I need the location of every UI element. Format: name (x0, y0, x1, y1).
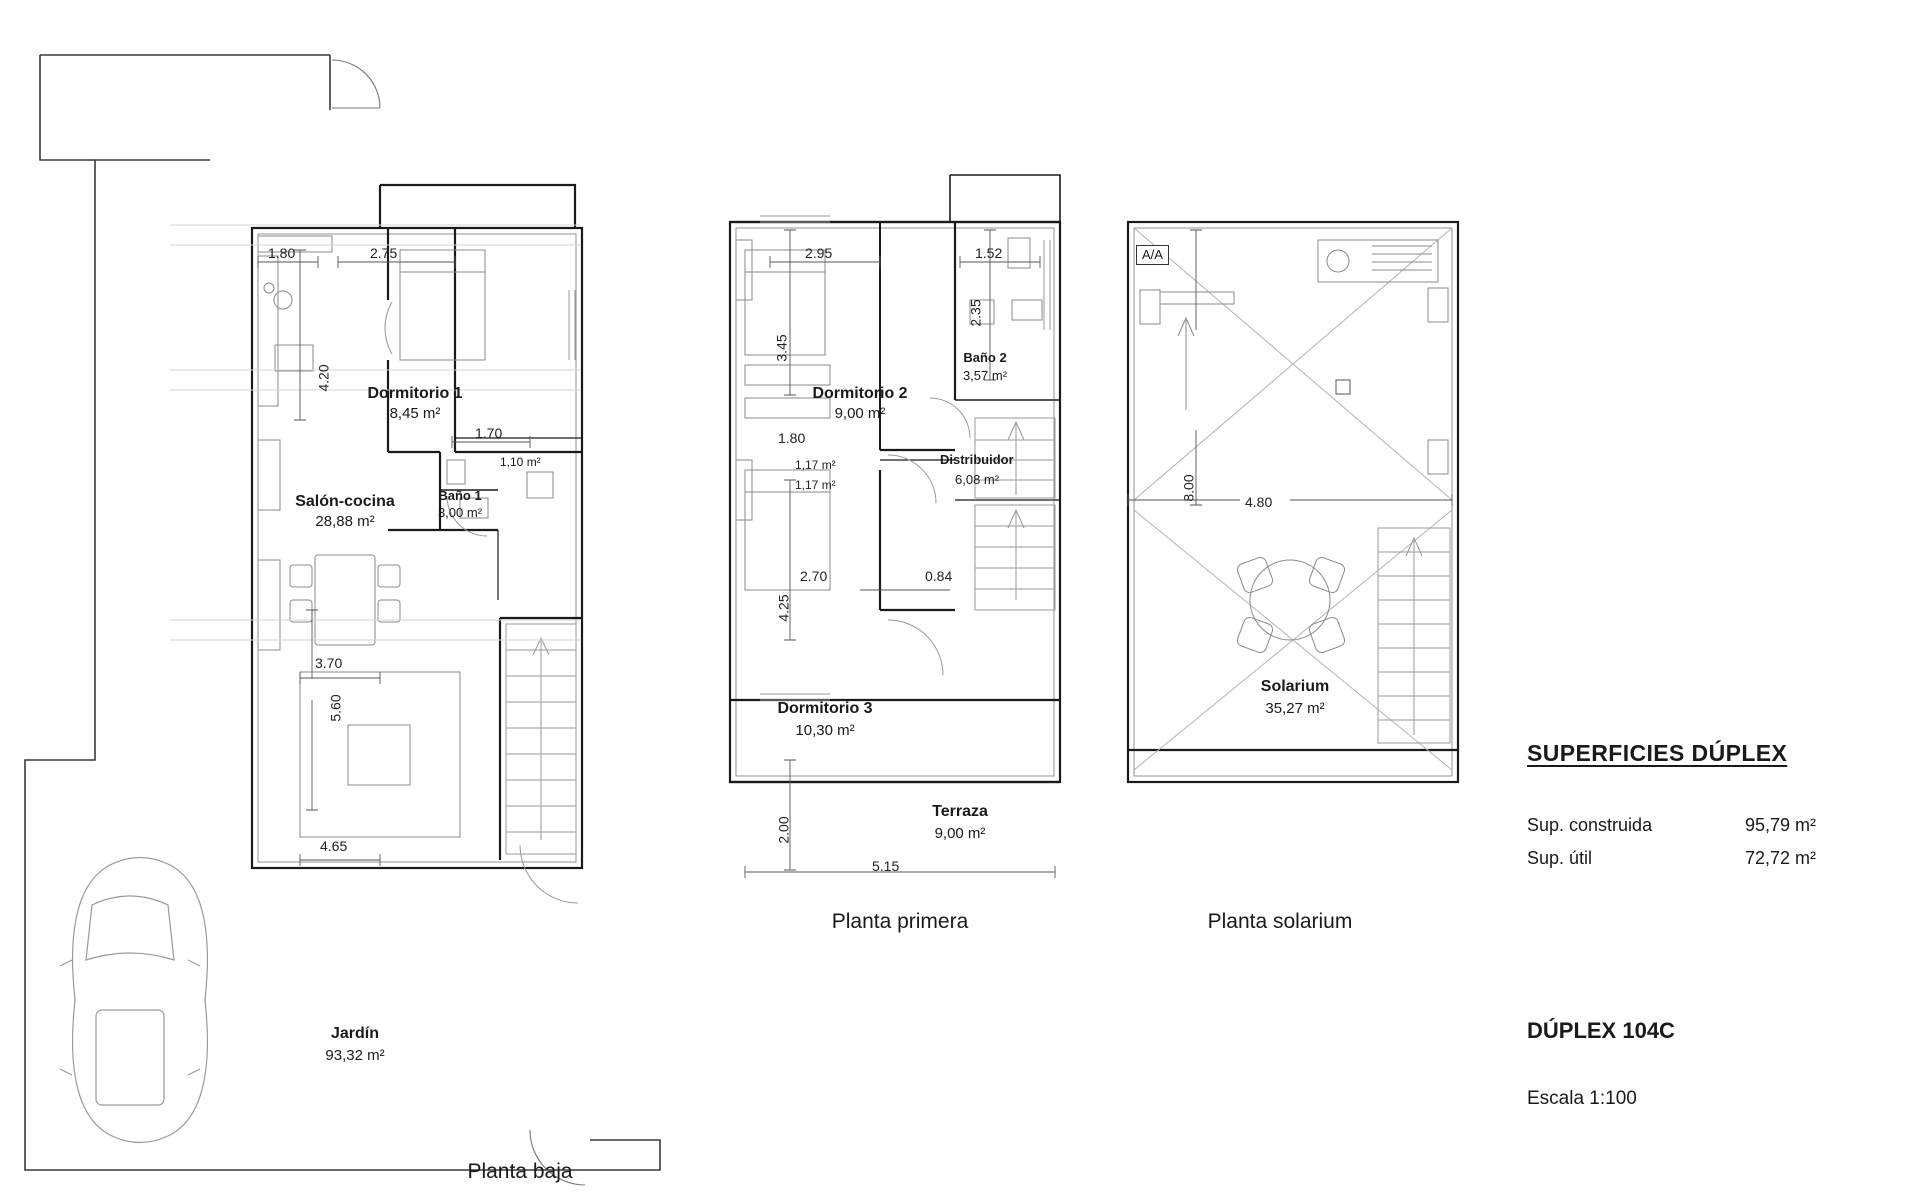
sidebar-heading-text: SUPERFICIES DÚPLEX (1527, 740, 1788, 766)
room-label-bano-1: Baño 1 (438, 488, 482, 503)
sup-util-label: Sup. útil (1527, 848, 1593, 868)
dim-primera-11: 2.00 (775, 816, 792, 844)
room-area-closet-baja: 1,10 m² (500, 455, 541, 469)
sup-construida-label: Sup. construida (1527, 815, 1653, 835)
dim-primera-1: 2.95 (805, 245, 833, 261)
floor-title-planta-primera: Planta primera (831, 910, 969, 933)
dim-baja-2: 2.75 (370, 245, 398, 261)
dim-baja-4: 1.70 (475, 425, 503, 441)
dim-solarium-2: 4.80 (1245, 494, 1273, 510)
dim-baja-3: 4.20 (315, 364, 332, 392)
room-label-jardin: Jardín (330, 1025, 379, 1042)
floor-title-planta-solarium: Planta solarium (1207, 910, 1353, 933)
dimension-lines-solarium (1128, 230, 1452, 506)
dim-primera-7: 1,17 m² (795, 478, 836, 492)
room-area-dormitorio-2: 9,00 m² (834, 405, 886, 422)
dim-primera-5: 1.80 (778, 430, 806, 446)
room-area-dormitorio-3: 10,30 m² (795, 722, 855, 739)
room-area-bano-1: 3,00 m² (437, 505, 483, 520)
dim-baja-1: 1.80 (268, 245, 296, 261)
room-label-terraza: Terraza (932, 803, 988, 820)
room-area-dormitorio-1: 8,45 m² (389, 405, 441, 422)
room-label-solarium: Solarium (1260, 678, 1330, 695)
dim-primera-2: 1.52 (975, 245, 1003, 261)
room-label-bano-2: Baño 2 (963, 350, 1007, 365)
room-area-solarium: 35,27 m² (1265, 700, 1325, 717)
room-label-salon-cocina: Salón-cocina (295, 493, 395, 510)
furniture-planta-baja (258, 236, 578, 903)
dim-baja-7: 4.65 (320, 838, 348, 854)
dim-primera-12: 5.15 (872, 858, 900, 874)
sidebar-heading (1527, 740, 1787, 767)
dim-primera-3: 2.35 (967, 299, 984, 327)
dim-primera-10: 4.25 (775, 594, 792, 622)
dimension-lines-planta-baja (258, 250, 530, 866)
dim-baja-5: 3.70 (315, 655, 343, 671)
walls-planta-solarium (1128, 222, 1458, 782)
dim-primera-4: 3.45 (773, 334, 790, 362)
sup-util-value: 72,72 m² (1745, 848, 1817, 868)
room-area-bano-2: 3,57 m² (962, 368, 1008, 383)
dim-primera-8: 2.70 (800, 568, 828, 584)
floor-title-planta-baja: Planta baja (467, 1160, 573, 1183)
room-area-terraza: 9,00 m² (934, 825, 986, 842)
dim-primera-9: 0.84 (925, 568, 953, 584)
room-label-distribuidor: Distribuidor (940, 452, 1014, 467)
dim-primera-6: 1,17 m² (795, 458, 836, 472)
car-symbol (60, 858, 207, 1143)
room-area-jardin: 93,32 m² (325, 1047, 385, 1064)
scale-label: Escala 1:100 (1527, 1088, 1637, 1109)
sup-construida-value: 95,79 m² (1745, 815, 1817, 835)
room-label-dormitorio-1: Dormitorio 1 (367, 385, 463, 402)
room-label-dormitorio-3: Dormitorio 3 (777, 700, 873, 717)
dimension-lines-planta-primera (745, 230, 1055, 878)
room-area-salon-cocina: 28,88 m² (315, 513, 375, 530)
dim-solarium-1: 8.00 (1180, 474, 1197, 502)
room-area-distribuidor: 6,08 m² (955, 472, 1000, 487)
dim-baja-6: 5.60 (327, 694, 344, 722)
project-title: DÚPLEX 104C (1527, 1018, 1675, 1043)
annotation-aa: A/A (1136, 245, 1169, 265)
room-label-dormitorio-2: Dormitorio 2 (812, 385, 908, 402)
